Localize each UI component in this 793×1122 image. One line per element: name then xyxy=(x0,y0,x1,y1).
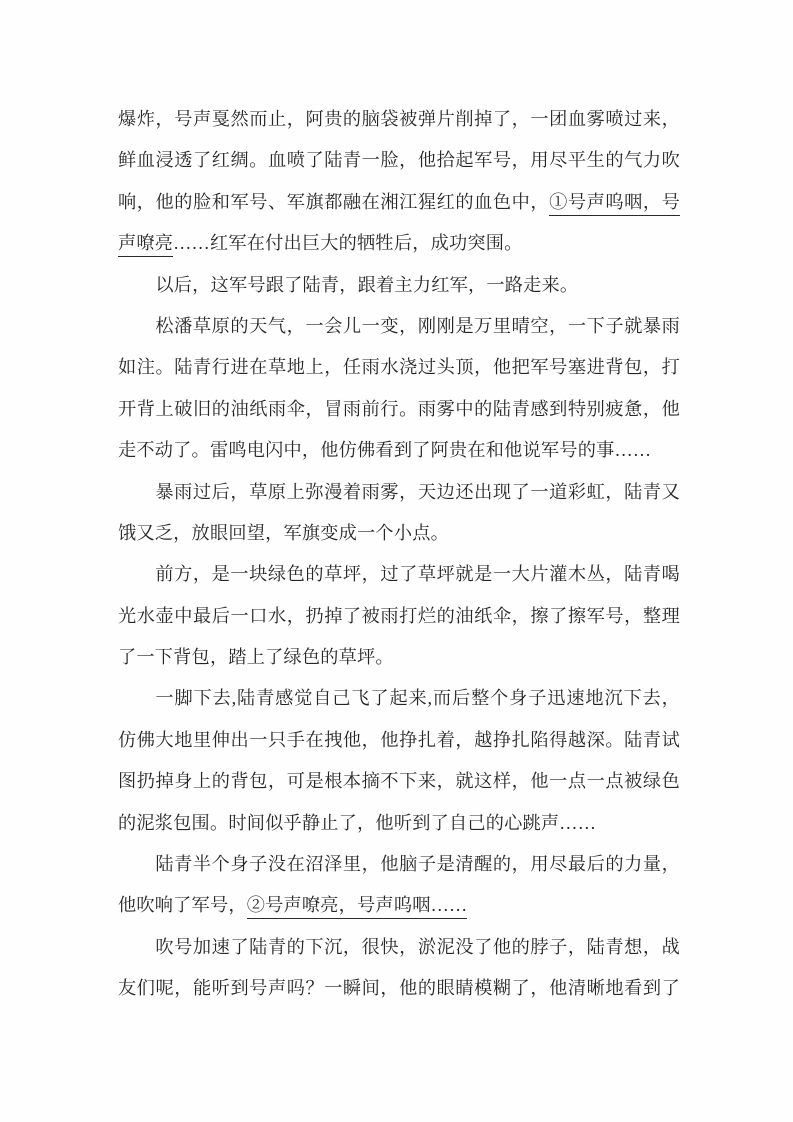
text-segment: 爆炸，号声戛然而止，阿贵的脑袋被弹片削掉了，一团血雾喷过来， xyxy=(118,109,680,129)
text-segment: 光水壶中最后一口水，扔掉了被雨打烂的油纸伞，擦了擦军号，整理 xyxy=(118,605,680,626)
text-segment: 陆青半个身子没在沼泽里，他脑子是清醒的，用尽最后的力量， xyxy=(155,854,680,875)
text-line xyxy=(118,596,680,637)
text-segment: 一脚下去,陆青感觉自己飞了起来,而后整个身子迅速地沉下去， xyxy=(155,688,680,709)
text-line xyxy=(118,140,680,181)
text-segment: 仿佛大地里伸出一只手在拽他，他挣扎着，越挣扎陷得越深。陆青试 xyxy=(118,729,680,750)
text-line xyxy=(118,347,680,388)
text-segment: 开背上破旧的油纸雨伞，冒雨前行。雨雾中的陆青感到特别疲惫，他 xyxy=(118,398,680,419)
text-line xyxy=(118,306,680,347)
text-segment: 饿又乏，放眼回望，军旗变成一个小点。 xyxy=(118,522,449,543)
text-line xyxy=(118,885,680,926)
text-segment: 图扔掉身上的背包，可是根本摘不下来，就这样，他一点一点被绿色 xyxy=(118,771,680,792)
text-line xyxy=(118,968,680,1009)
text-line xyxy=(118,223,680,264)
text-segment: 他吹响了军号， xyxy=(118,895,247,916)
text-segment: 吹号加速了陆青的下沉，很快，淤泥没了他的脖子，陆青想，战 xyxy=(155,936,680,957)
text-line xyxy=(118,389,680,430)
text-line xyxy=(118,678,680,719)
text-line xyxy=(118,761,680,802)
text-line xyxy=(118,513,680,554)
text-line xyxy=(118,720,680,761)
text-segment: 友们呢，能听到号声吗？一瞬间，他的眼睛模糊了，他清晰地看到了 xyxy=(118,978,680,999)
text-line xyxy=(118,99,680,140)
text-line xyxy=(118,182,680,223)
underlined-segment: 声嘹亮 xyxy=(118,233,173,257)
underlined-segment: ②号声嘹亮，号声呜咽…… xyxy=(247,895,468,919)
text-line xyxy=(118,554,680,595)
text-segment: 鲜血浸透了红绸。血喷了陆青一脸，他拾起军号，用尽平生的气力吹 xyxy=(118,150,680,171)
text-segment: 响，他的脸和军号、军旗都融在湘江猩红的血色中， xyxy=(118,191,550,212)
text-segment: 的泥浆包围。时间似乎静止了，他听到了自己的心跳声…… xyxy=(118,812,597,833)
underlined-segment: ①号声呜咽，号 xyxy=(549,192,680,216)
text-block xyxy=(118,99,680,1010)
text-line xyxy=(118,927,680,968)
text-segment: 了一下背包，踏上了绿色的草坪。 xyxy=(118,647,394,668)
text-line xyxy=(118,265,680,306)
text-segment: 前方，是一块绿色的草坪，过了草坪就是一大片灌木丛，陆青喝 xyxy=(155,564,680,585)
text-segment: ……红军在付出巨大的牺牲后，成功突围。 xyxy=(173,233,523,254)
text-segment: 走不动了。雷鸣电闪中，他仿佛看到了阿贵在和他说军号的事…… xyxy=(118,440,652,461)
text-line xyxy=(118,430,680,471)
text-segment: 以后，这军号跟了陆青，跟着主力红军，一路走来。 xyxy=(155,274,579,295)
text-line xyxy=(118,803,680,844)
text-line xyxy=(118,637,680,678)
text-segment: 暴雨过后，草原上弥漫着雨雾，天边还出现了一道彩虹，陆青又 xyxy=(155,481,680,502)
text-segment: 如注。陆青行进在草地上，任雨水浇过头顶，他把军号塞进背包，打 xyxy=(118,357,680,378)
text-segment: 松潘草原的天气，一会儿一变，刚刚是万里晴空，一下子就暴雨 xyxy=(155,315,680,336)
text-line xyxy=(118,844,680,885)
text-line xyxy=(118,472,680,513)
